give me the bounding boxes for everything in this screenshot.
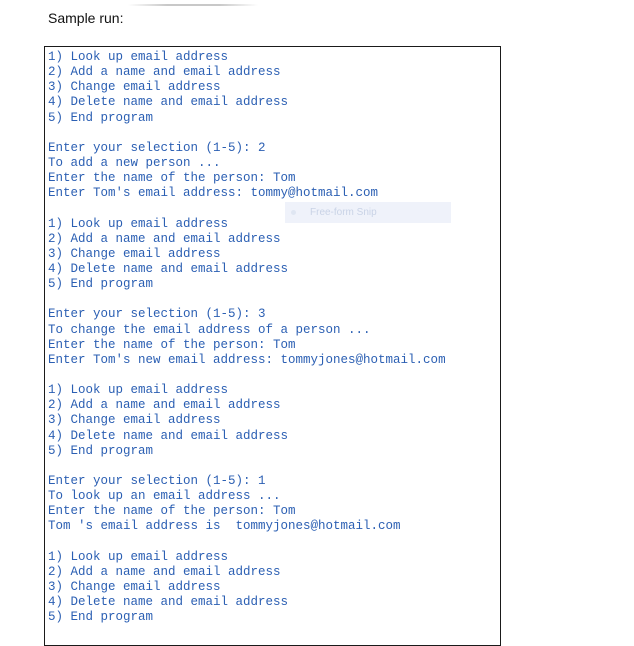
menu-block bbox=[48, 217, 446, 293]
menu-option-line: 4) Delete name and email address bbox=[48, 428, 289, 443]
menu-block bbox=[48, 50, 446, 126]
menu-option-line: 3) Change email address bbox=[48, 579, 221, 594]
menu-block bbox=[48, 550, 446, 626]
menu-option-line: 1) Look up email address bbox=[48, 383, 229, 398]
menu-option-line: 5) End program bbox=[48, 443, 154, 458]
menu-option-line: 1) Look up email address bbox=[48, 549, 229, 564]
menu-option-line: 3) Change email address bbox=[48, 246, 221, 261]
menu-option-line: 4) Delete name and email address bbox=[48, 595, 289, 610]
menu-option-line: 2) Add a name and email address bbox=[48, 231, 281, 246]
menu-option-line: 1) Look up email address bbox=[48, 50, 229, 64]
top-divider bbox=[128, 4, 258, 6]
blank-line bbox=[48, 368, 446, 383]
console-line: Tom 's email address is tommyjones@hotmail.com bbox=[48, 519, 401, 534]
interaction-block bbox=[48, 474, 446, 535]
menu-option-line: 2) Add a name and email address bbox=[48, 65, 281, 80]
menu-option-line: 5) End program bbox=[48, 610, 154, 625]
console-line: To add a new person ... bbox=[48, 155, 221, 170]
menu-option-line: 5) End program bbox=[48, 110, 154, 125]
console-line: Enter your selection (1-5): 1 bbox=[48, 473, 266, 488]
blank-line bbox=[48, 459, 446, 474]
menu-option-line: 1) Look up email address bbox=[48, 216, 229, 231]
interaction-block bbox=[48, 307, 446, 368]
menu-option-line: 3) Change email address bbox=[48, 80, 221, 95]
menu-option-line: 4) Delete name and email address bbox=[48, 261, 289, 276]
menu-option-line: 2) Add a name and email address bbox=[48, 398, 281, 413]
section-heading: Sample run: bbox=[48, 10, 124, 26]
console-line: Enter the name of the person: Tom bbox=[48, 337, 296, 352]
snip-tool-hint bbox=[285, 202, 451, 223]
console-line: Enter Tom's email address: tommy@hotmail.com bbox=[48, 186, 379, 201]
snip-hint-label: Free-form Snip bbox=[310, 207, 377, 218]
menu-option-line: 5) End program bbox=[48, 277, 154, 292]
interaction-block bbox=[48, 141, 446, 202]
console-line: To change the email address of a person ... bbox=[48, 322, 371, 337]
menu-block bbox=[48, 383, 446, 459]
console-line: Enter Tom's new email address: tommyjones@hotmail.com bbox=[48, 352, 446, 367]
blank-line bbox=[48, 126, 446, 141]
console-line: Enter the name of the person: Tom bbox=[48, 171, 296, 186]
menu-option-line: 2) Add a name and email address bbox=[48, 564, 281, 579]
console-output bbox=[48, 50, 446, 625]
blank-line bbox=[48, 292, 446, 307]
blank-line bbox=[48, 535, 446, 550]
menu-option-line: 3) Change email address bbox=[48, 413, 221, 428]
console-line: To look up an email address ... bbox=[48, 489, 281, 504]
console-line: Enter the name of the person: Tom bbox=[48, 504, 296, 519]
menu-option-line: 4) Delete name and email address bbox=[48, 95, 289, 110]
console-line: Enter your selection (1-5): 3 bbox=[48, 307, 266, 322]
console-line: Enter your selection (1-5): 2 bbox=[48, 140, 266, 155]
snip-radio-icon bbox=[291, 210, 296, 215]
